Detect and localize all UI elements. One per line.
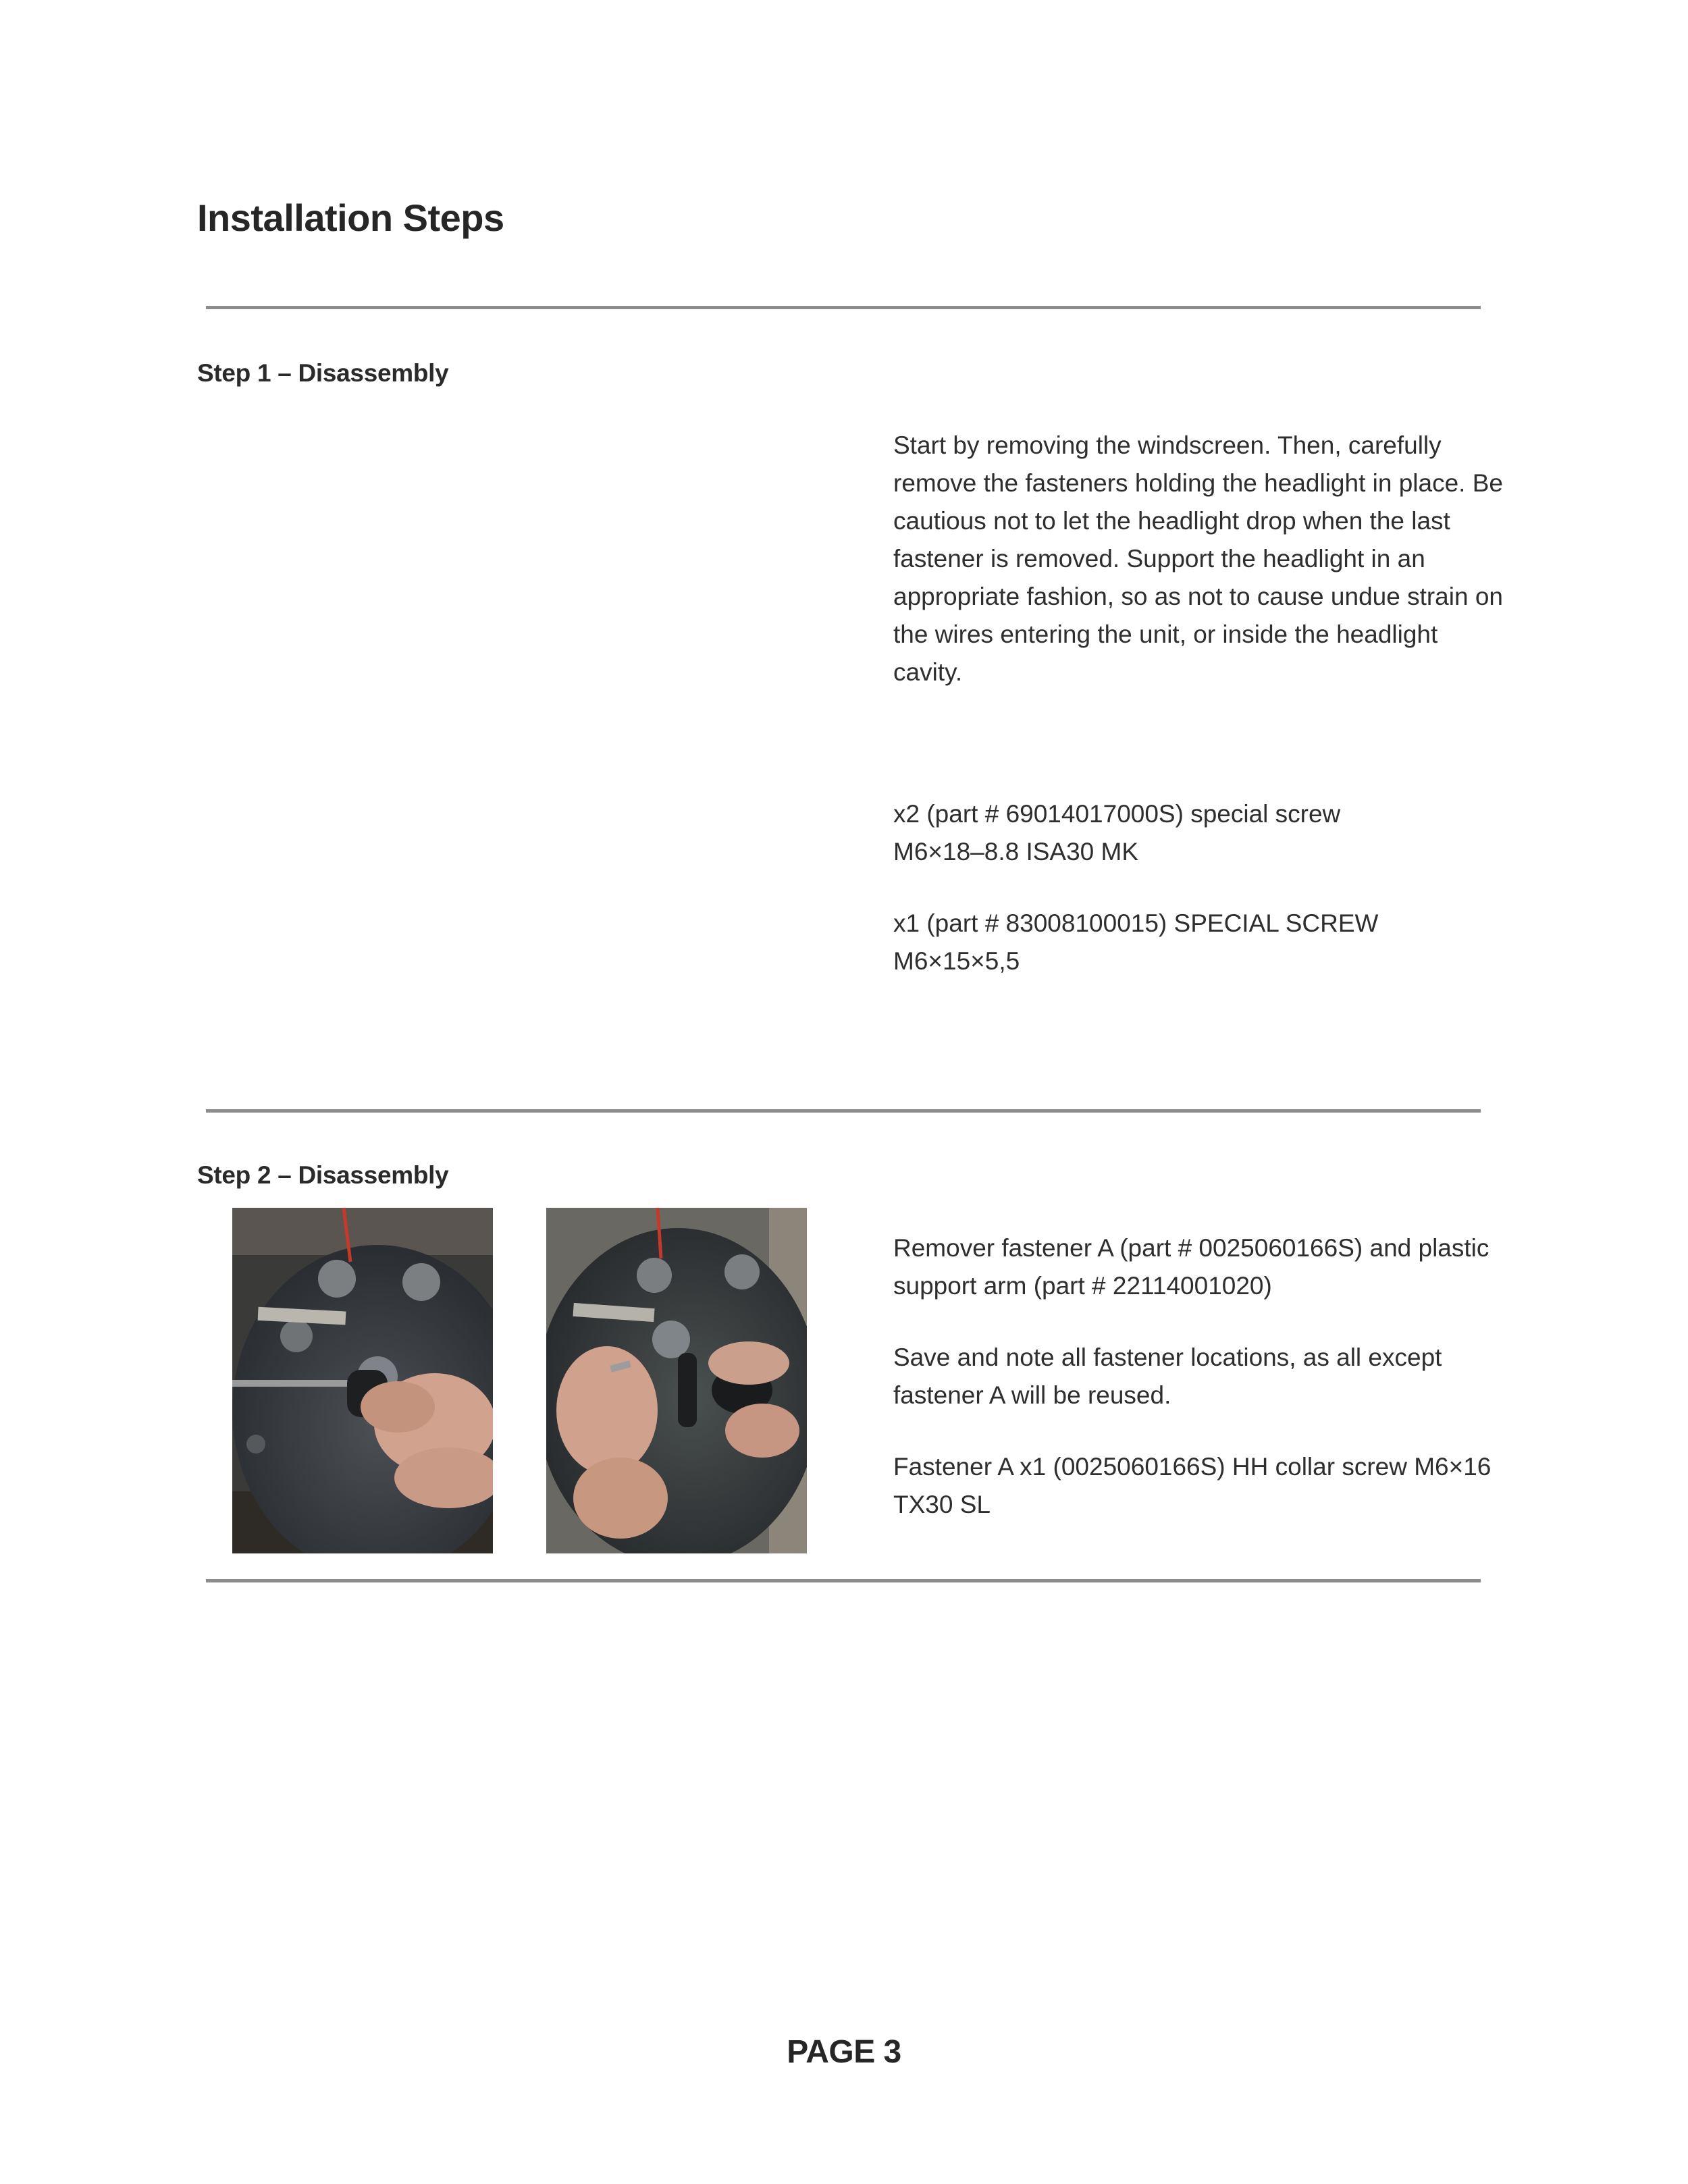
step-2-paragraph: Save and note all fastener locations, as all except fastener A will be reused. (893, 1343, 1442, 1409)
step-1-part-2 (893, 905, 1501, 980)
step-1-description-text: Start by removing the windscreen. Then, carefully remove the fasteners holding the headlight in place. Be cautious not to let the headlight drop when the last fastener is removed. Support the headlight in an appropriate fashion, so as not to cause undue strain on the wires entering the unit, or inside the headlight cavity. (893, 431, 1503, 686)
divider (206, 1109, 1481, 1113)
part-line: M6×15×5,5 (893, 947, 1020, 975)
step-2-paragraph: Remover fastener A (part # 0025060166S) and plastic support arm (part # 22114001020) (893, 1234, 1489, 1300)
page-title: Installation Steps (197, 196, 504, 239)
divider (206, 1579, 1481, 1582)
step-2-description (893, 1229, 1501, 1524)
step-2-paragraph: Fastener A x1 (0025060166S) HH collar screw M6×16 TX30 SL (893, 1453, 1492, 1518)
divider (206, 306, 1481, 309)
part-line: x1 (part # 83008100015) SPECIAL SCREW (893, 909, 1379, 937)
step-2-heading: Step 2 – Disassembly (197, 1161, 449, 1189)
step-1-heading: Step 1 – Disassembly (197, 359, 449, 387)
step-1-description (893, 427, 1504, 691)
step-1-part-1 (893, 795, 1501, 871)
part-line: M6×18–8.8 ISA30 MK (893, 838, 1139, 865)
support-arm-removal-photo (546, 1208, 807, 1553)
headlight-removal-photo (232, 1208, 493, 1553)
page-number: PAGE 3 (787, 2034, 901, 2070)
part-line: x2 (part # 69014017000S) special screw (893, 800, 1341, 828)
